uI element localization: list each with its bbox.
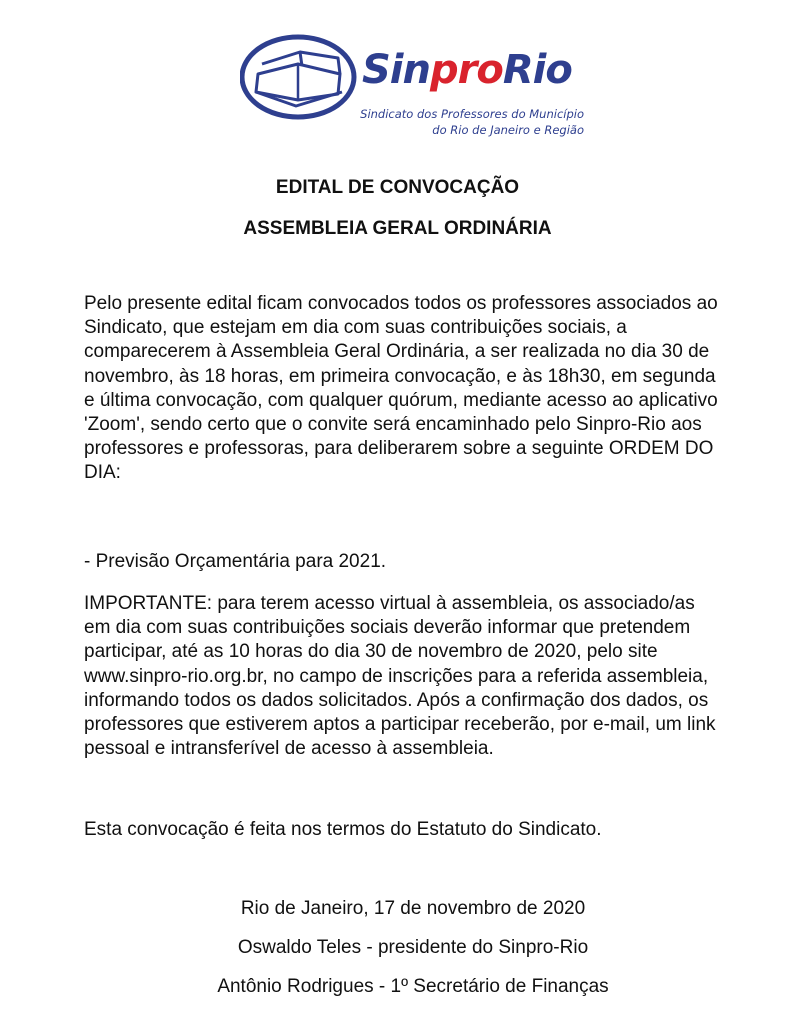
logo-tagline-line2: do Rio de Janeiro e Região xyxy=(432,123,584,137)
logo-brand-pro: pro xyxy=(430,47,503,93)
logo-brand-rio: Rio xyxy=(502,47,572,93)
notice-title: EDITAL DE CONVOCAÇÃO xyxy=(275,177,520,198)
convocation-paragraph: Pelo presente edital ficam convocados todos os professores associados ao Sindicato, que estejam em dia com suas contribuições sociais, a comparecerem à Assembleia Geral Ordinária, a ser realizada no dia 30 de novembro, às 18 horas, em primeira convocação, e às 18h30, em segunda e última convocação, com qualquer quórum, mediante acesso ao aplicativo 'Zoom', sendo certo que o convite será encaminhado pelo Sinpro-Rio aos professores e professoras, para deliberarem sobre a seguinte ORDEM DO DIA: xyxy=(84,293,718,484)
logo-brand-sin: Sin xyxy=(362,47,430,93)
notice-subtitle: ASSEMBLEIA GERAL ORDINÁRIA xyxy=(243,218,552,239)
place-and-date: Rio de Janeiro, 17 de novembro de 2020 xyxy=(240,898,586,919)
logo-tagline-line1: Sindicato dos Professores do Município xyxy=(360,107,584,121)
closing-paragraph: Esta convocação é feita nos termos do Estatuto do Sindicato. xyxy=(84,819,602,840)
logo-tagline xyxy=(358,106,584,138)
logo-brand-name xyxy=(362,46,572,94)
signer-secretary: Antônio Rodrigues - 1º Secretário de Finanças xyxy=(217,976,609,997)
book-emblem-icon xyxy=(240,34,358,120)
sinpro-rio-logo xyxy=(240,34,600,144)
important-paragraph: IMPORTANTE: para terem acesso virtual à assembleia, os associado/as em dia com suas contribuições sociais deverão informar que pretendem participar, até as 10 horas do dia 30 de novembro de 2020, pelo site www.sinpro-rio.org.br, no campo de inscrições para a referida assembleia, informando todos os dados solicitados. Após a confirmação dos dados, os professores que estiverem aptos a participar receberão, por e-mail, um link pessoal e intransferível de acesso à assembleia. xyxy=(84,593,716,760)
signer-president: Oswaldo Teles - presidente do Sinpro-Rio xyxy=(237,937,589,958)
agenda-item: - Previsão Orçamentária para 2021. xyxy=(84,551,387,572)
